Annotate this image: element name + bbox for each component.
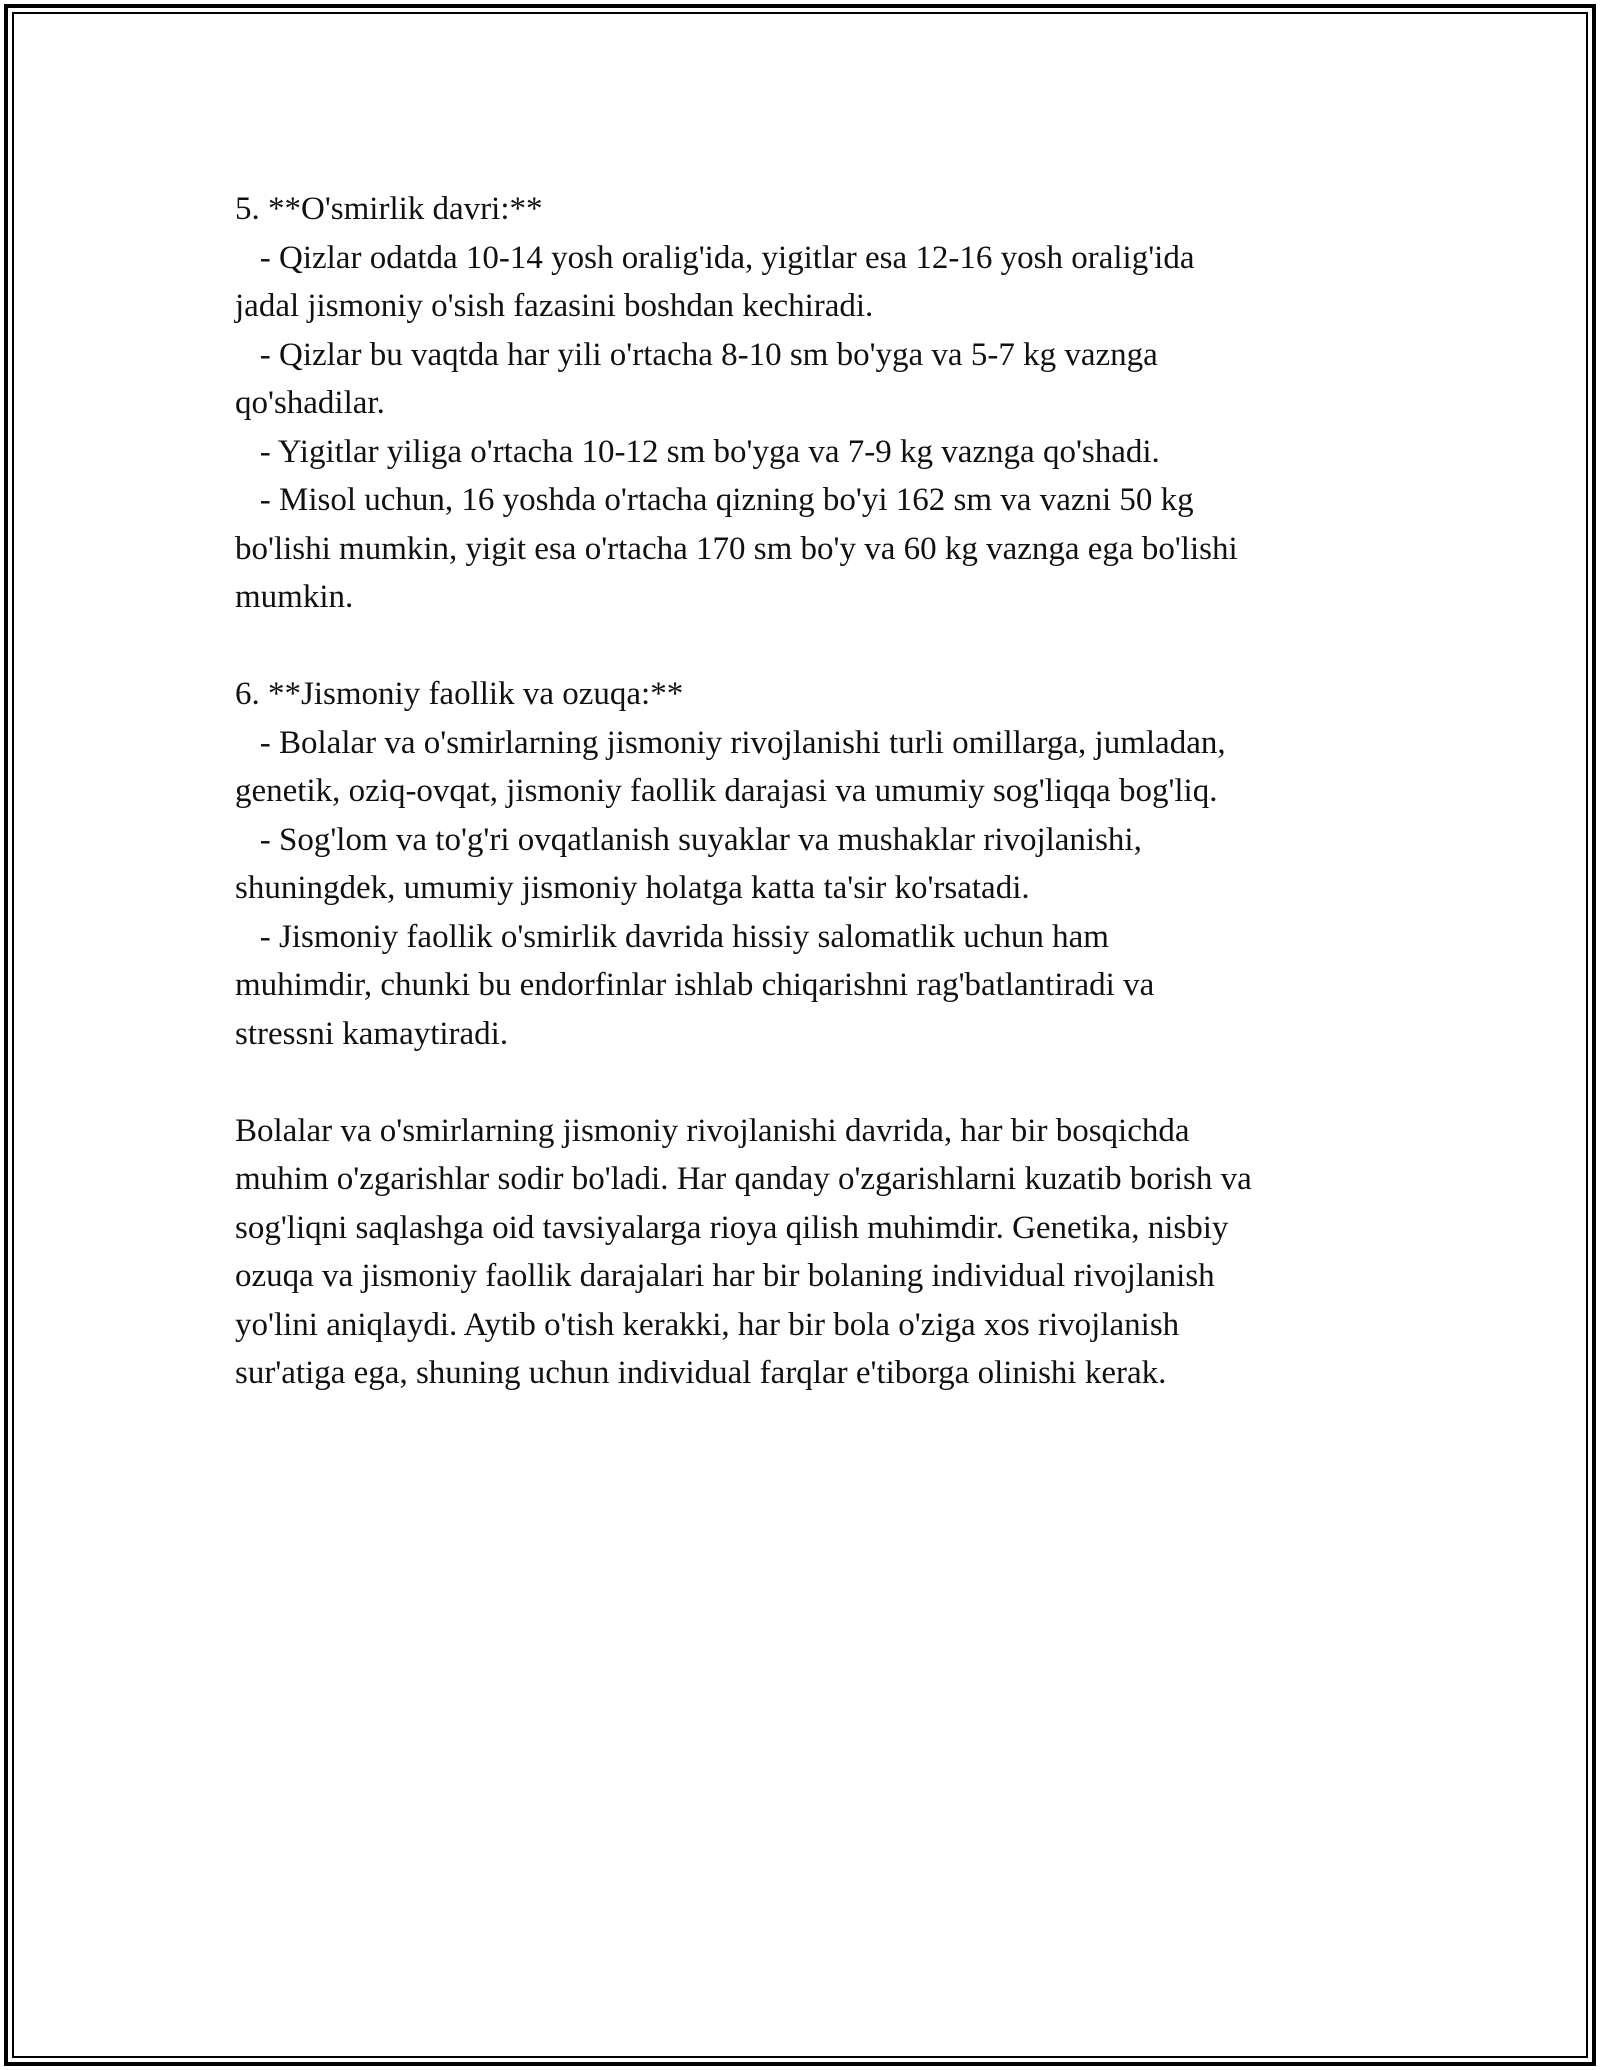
text-line: - Jismoniy faollik o'smirlik davrida hissiy salomatlik uchun ham (235, 918, 1109, 955)
text-line: ozuqa va jismoniy faollik darajalari har bir bolaning individual rivojlanish (235, 1258, 1215, 1294)
text-line: - Yigitlar yiliga o'rtacha 10-12 sm bo'yga va 7-9 kg vaznga qo'shadi. (235, 433, 1160, 470)
conclusion-paragraph (235, 1107, 1375, 1398)
text-line: - Qizlar bu vaqtda har yili o'rtacha 8-10 sm bo'yga va 5-7 kg vaznga (235, 336, 1158, 373)
text-line: yo'lini aniqlaydi. Aytib o'tish kerakki, har bir bola o'ziga xos rivojlanish (235, 1306, 1180, 1343)
text-line: Bolalar va o'smirlarning jismoniy rivojlanishi davrida, har bir bosqichda (235, 1112, 1190, 1149)
text-line: bo'lishi mumkin, yigit esa o'rtacha 170 sm bo'y va 60 kg vaznga ega bo'lishi (235, 530, 1238, 567)
text-line: genetik, oziq-ovqat, jismoniy faollik darajasi va umumiy sog'liqqa bog'liq. (235, 773, 1218, 809)
text-line: qo'shadilar. (235, 385, 385, 421)
text-line: - Bolalar va o'smirlarning jismoniy rivojlanishi turli omillarga, jumladan, (235, 724, 1226, 761)
section-heading: 5. **O'smirlik davri:** (235, 191, 543, 227)
document-body (235, 185, 1375, 1398)
text-line: - Misol uchun, 16 yoshda o'rtacha qizning bo'yi 162 sm va vazni 50 kg (235, 482, 1194, 518)
text-line: shuningdek, umumiy jismoniy holatga katta ta'sir ko'rsatadi. (235, 870, 1030, 906)
text-line: jadal jismoniy o'sish fazasini boshdan kechiradi. (235, 288, 874, 324)
section-osmirlik-davri (235, 185, 1375, 622)
section-heading: 6. **Jismoniy faollik va ozuqa:** (235, 676, 684, 712)
text-line: - Qizlar odatda 10-14 yosh oralig'ida, yigitlar esa 12-16 yosh oralig'ida (235, 239, 1195, 276)
section-jismoniy-faollik (235, 670, 1375, 1058)
text-line: stressni kamaytiradi. (235, 1015, 509, 1052)
text-line: sur'atiga ega, shuning uchun individual farqlar e'tiborga olinishi kerak. (235, 1355, 1167, 1391)
blank-line (235, 622, 1375, 671)
text-line: sog'liqni saqlashga oid tavsiyalarga rioya qilish muhimdir. Genetika, nisbiy (235, 1209, 1229, 1246)
text-line: mumkin. (235, 579, 354, 615)
text-line: muhimdir, chunki bu endorfinlar ishlab chiqarishni rag'batlantiradi va (235, 967, 1155, 1003)
text-line: muhim o'zgarishlar sodir bo'ladi. Har qanday o'zgarishlarni kuzatib borish va (235, 1161, 1252, 1197)
blank-line (235, 1058, 1375, 1107)
text-line: - Sog'lom va to'g'ri ovqatlanish suyaklar va mushaklar rivojlanishi, (235, 821, 1142, 858)
